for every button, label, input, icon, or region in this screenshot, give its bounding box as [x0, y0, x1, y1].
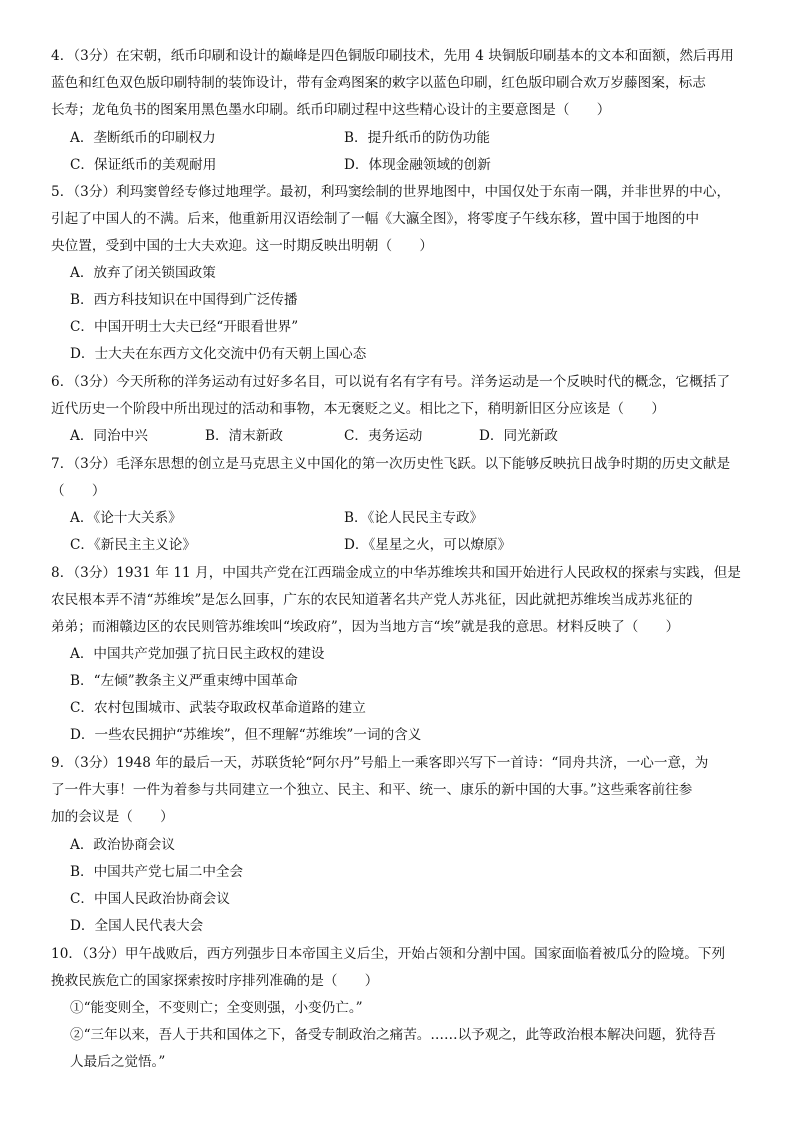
- q9-stem-line-3: 加的会议是（ ）: [51, 809, 174, 825]
- q9-stem-line-1: 9．（3分）1948 年的最后一天，苏联货轮“阿尔丹”号船上一乘客即兴写下一首诗：“同舟共济，一心一意，为: [51, 755, 709, 771]
- q4-option-c[interactable]: C．保证纸币的美观耐用: [70, 157, 217, 173]
- q8-stem-line-3: 弟弟；而湘赣边区的农民则管苏维埃叫“埃政府”，因为当地方言“埃”就是我的意思。材料反映了（ ）: [51, 619, 680, 635]
- q10-stem-line-1: 10．（3分）甲午战败后，西方列强步日本帝国主义后尘，开始占领和分割中国。国家面临着被瓜分的险境。下列: [51, 946, 726, 962]
- q6-option-b[interactable]: B．清末新政: [205, 428, 283, 444]
- q9-option-c[interactable]: C．中国人民政治协商会议: [70, 891, 230, 907]
- q7-option-c[interactable]: C．《新民主主义论》: [70, 537, 196, 553]
- q9-option-b[interactable]: B．中国共产党七届二中全会: [70, 864, 244, 880]
- q6-option-a[interactable]: A．同治中兴: [70, 428, 148, 444]
- q7-option-b[interactable]: B．《论人民民主专政》: [344, 510, 484, 526]
- q5-option-a[interactable]: A．放弃了闭关锁国政策: [70, 265, 216, 281]
- q5-option-c[interactable]: C．中国开明士大夫已经“开眼看世界”: [70, 319, 299, 335]
- q5-stem-line-1: 5．（3分）利玛窦曾经专修过地理学。最初，利玛窦绘制的世界地图中，中国仅处于东南一隅，并非世界的中心，: [51, 184, 731, 200]
- q6-option-c[interactable]: C．夷务运动: [344, 428, 423, 444]
- q9-option-d[interactable]: D．全国人民代表大会: [70, 918, 204, 934]
- q7-stem-line-2: （ ）: [51, 483, 106, 499]
- q8-stem-line-1: 8．（3分）1931 年 11 月，中国共产党在江西瑞金成立的中华苏维埃共和国开始进行人民政权的探索与实践，但是: [51, 565, 741, 581]
- q9-option-a[interactable]: A．政治协商会议: [70, 837, 175, 853]
- q8-option-a[interactable]: A．中国共产党加强了抗日民主政权的建设: [70, 646, 325, 662]
- q5-stem-line-3: 央位置，受到中国的士大夫欢迎。这一时期反映出明朝（ ）: [51, 238, 434, 254]
- q6-stem-line-1: 6．（3分）今天所称的洋务运动有过好多名目，可以说有名有字有号。洋务运动是一个反映时代的概念，它概括了: [51, 374, 731, 390]
- q7-option-d[interactable]: D．《星星之火，可以燎原》: [344, 537, 512, 553]
- q4-option-b[interactable]: B．提升纸币的防伪功能: [344, 130, 490, 146]
- q8-option-c[interactable]: C．农村包围城市、武装夺取政权革命道路的建立: [70, 700, 366, 716]
- q8-option-d[interactable]: D．一些农民拥护“苏维埃”，但不理解“苏维埃”一词的含义: [70, 727, 422, 743]
- q5-stem-line-2: 引起了中国人的不满。后来，他重新用汉语绘制了一幅《大瀛全图》，将零度子午线东移，置中国于地图的中: [51, 211, 700, 227]
- q5-option-d[interactable]: D．士大夫在东西方文化交流中仍有天朝上国心态: [70, 346, 367, 362]
- q10-stem-line-2: 挽救民族危亡的国家探索按时序排列准确的是（ ）: [51, 973, 379, 989]
- q4-stem-line-1: 4．（3分）在宋朝，纸币印刷和设计的巅峰是四色铜版印刷技术，先用 4 块铜版印刷基本的文本和面额，然后再用: [51, 48, 734, 64]
- q4-option-d[interactable]: D．体现金融领域的创新: [344, 157, 491, 173]
- q4-stem-line-3: 长寿；龙龟负书的图案用黑色墨水印刷。纸币印刷过程中这些精心设计的主要意图是（ ）: [51, 102, 611, 118]
- q4-stem-line-2: 蓝色和红色双色版印刷特制的装饰设计，带有金鸡图案的敕字以蓝色印刷，红色版印刷合欢万岁藤图案，标志: [51, 75, 706, 91]
- q5-option-b[interactable]: B．西方科技知识在中国得到广泛传播: [70, 292, 298, 308]
- q6-stem-line-2: 近代历史一个阶段中所出现过的活动和事物，本无褒贬之义。相比之下，稍明新旧区分应该是（ ）: [51, 401, 665, 417]
- q10-quote-2-line-1: ②“三年以来，吾人于共和国体之下，备受专制政治之痛苦。……以予观之，此等政治根本解决问题，犹待吾: [70, 1027, 716, 1043]
- q6-option-d[interactable]: D．同光新政: [479, 428, 558, 444]
- q7-stem-line-1: 7．（3分）毛泽东思想的创立是马克思主义中国化的第一次历史性飞跃。以下能够反映抗日战争时期的历史文献是: [51, 456, 731, 472]
- q9-stem-line-2: 了一件大事！一件为着参与共同建立一个独立、民主、和平、统一、康乐的新中国的大事。”这些乘客前往参: [51, 782, 693, 798]
- q10-quote-1: ①“能变则全，不变则亡；全变则强，小变仍亡。”: [70, 1000, 363, 1016]
- q10-quote-2-line-2: 人最后之觉悟。”: [70, 1054, 166, 1070]
- q4-option-a[interactable]: A．垄断纸币的印刷权力: [70, 130, 216, 146]
- q7-option-a[interactable]: A．《论十大关系》: [70, 510, 182, 526]
- q8-stem-line-2: 农民根本弄不清“苏维埃”是怎么回事，广东的农民知道著名共产党人苏兆征，因此就把苏维埃当成苏兆征的: [51, 592, 693, 608]
- q8-option-b[interactable]: B．“左倾”教条主义严重束缚中国革命: [70, 673, 298, 689]
